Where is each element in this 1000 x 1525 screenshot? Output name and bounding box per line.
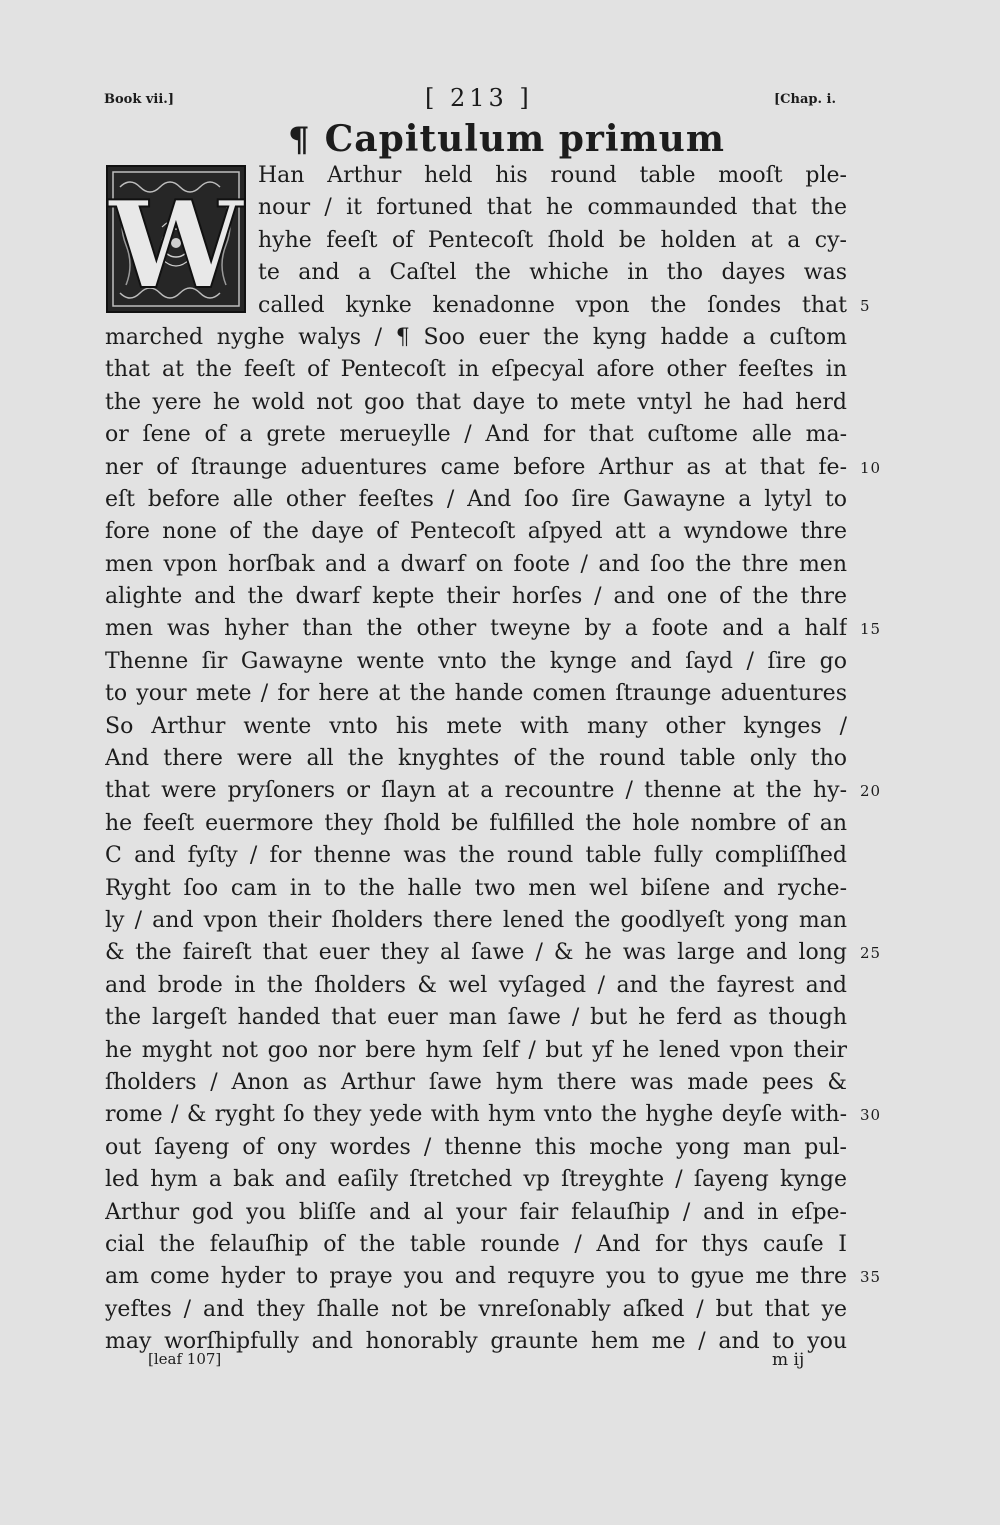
text-line: eſt before alle other feeſtes / And ſoo ſire Gawayne a lytyl to <box>105 486 847 512</box>
text-line: Ryght ſoo cam in to the halle two men wel biſene and ryche- <box>105 875 847 901</box>
line-number: 5 <box>860 296 871 315</box>
line-number: 30 <box>860 1106 882 1125</box>
pilcrow-icon: ¶ <box>288 120 311 160</box>
text-line: fore none of the daye of Pentecoſt aſpyed att a wyndowe thre <box>105 519 847 545</box>
text-line: & the faireſt that euer they al ſawe / & he was large and long 25 <box>105 937 847 969</box>
chapter-body <box>105 160 882 1358</box>
line-number: 10 <box>860 458 882 477</box>
page-number: [ 213 ] <box>425 84 533 112</box>
text-line: he feeſt euermore they ſhold be fulfilled the hole nombre of an <box>105 810 847 836</box>
text-line: nour / it fortuned that he commaunded that the <box>258 195 847 221</box>
chapter-title <box>288 118 725 160</box>
line-number: 20 <box>860 782 882 801</box>
text-line: cial the felauſhip of the table rounde / And for thys cauſe I <box>105 1231 847 1257</box>
text-line: yeftes / and they ſhalle not be vnreſonably aſked / but that ye <box>105 1296 847 1322</box>
initial-letter: W <box>108 175 244 313</box>
text-line: that at the feeſt of Pentecoſt in eſpecyal afore other feeſtes in <box>105 357 847 383</box>
leaf-note: [leaf 107] <box>148 1350 222 1368</box>
text-line: that were pryſoners or ſlayn at a recountre / thenne at the hy- 20 <box>105 775 847 807</box>
text-line: he myght not goo nor bere hym ſelf / but yf he lened vpon their <box>105 1037 847 1063</box>
text-line: Thenne ſir Gawayne wente vnto the kynge and ſayd / ſire go <box>105 648 847 674</box>
line-number: 15 <box>860 620 882 639</box>
text-line: men vpon horſbak and a dwarf on foote / and ſoo the thre men <box>105 551 847 577</box>
text-line: men was hyher than the other tweyne by a foote and a half 15 <box>105 613 847 645</box>
text-line: rome / & ryght ſo they yede with hym vnto the hyghe deyſe with- 30 <box>105 1099 847 1131</box>
text-line: So Arthur wente vnto his mete with many other kynges / <box>105 713 847 739</box>
text-line: out ſayeng of ony wordes / thenne this moche yong man pul- <box>105 1134 847 1160</box>
signature-mark: m ij <box>772 1350 805 1370</box>
text-line: led hym a bak and eaſily ſtretched vp ſtreyghte / ſayeng kynge <box>105 1167 847 1193</box>
text-line: ly / and vpon their ſholders there lened the goodlyeſt yong man <box>105 907 847 933</box>
running-head-chapter: [Chap. i. <box>774 92 836 107</box>
line-number: 25 <box>860 944 882 963</box>
text-line: alighte and the dwarf kepte their horſes / and one of the thre <box>105 584 847 610</box>
running-head-book: Book vii.] <box>104 92 174 107</box>
text-line: am come hyder to praye you and requyre you to gyue me thre 35 <box>105 1261 847 1293</box>
text-line: called kynke kenadonne vpon the ſondes that 5 <box>258 290 847 322</box>
text-line: hyhe feeſt of Pentecoſt ſhold be holden at a cy- <box>258 227 847 253</box>
text-line: Arthur god you bliſſe and al your fair felauſhip / and in eſpe- <box>105 1199 847 1225</box>
text-line: to your mete / for here at the hande comen ſtraunge aduentures <box>105 681 847 707</box>
chapter-title-text: Capitulum primum <box>324 118 725 160</box>
text-line: the largeſt handed that euer man ſawe / but he ferd as though <box>105 1005 847 1031</box>
text-line: marched nyghe walys / ¶ Soo euer the kyng hadde a cuſtom <box>105 324 847 350</box>
text-line: and brode in the ſholders & wel vyſaged / and the fayrest and <box>105 972 847 998</box>
text-line: ner of ſtraunge aduentures came before Arthur as at that fe- 10 <box>105 452 847 484</box>
text-line: C and fyſty / for thenne was the round table fully compliſſhed <box>105 843 847 869</box>
text-line: And there were all the knyghtes of the round table only tho <box>105 746 847 772</box>
text-line: may worſhipfully and honorably graunte hem me / and to you <box>105 1329 847 1355</box>
text-line: te and a Caſtel the whiche in tho dayes was <box>258 260 847 286</box>
text-line: Han Arthur held his round table mooſt ple- <box>258 163 847 188</box>
text-line: the yere he wold not goo that daye to mete vntyl he had herd <box>105 389 847 415</box>
text-line: ſholders / Anon as Arthur ſawe hym there was made pees & <box>105 1069 847 1095</box>
line-number: 35 <box>860 1268 882 1287</box>
text-line: or ſene of a grete merueylle / And for that cuſtome alle ma- <box>105 422 847 448</box>
